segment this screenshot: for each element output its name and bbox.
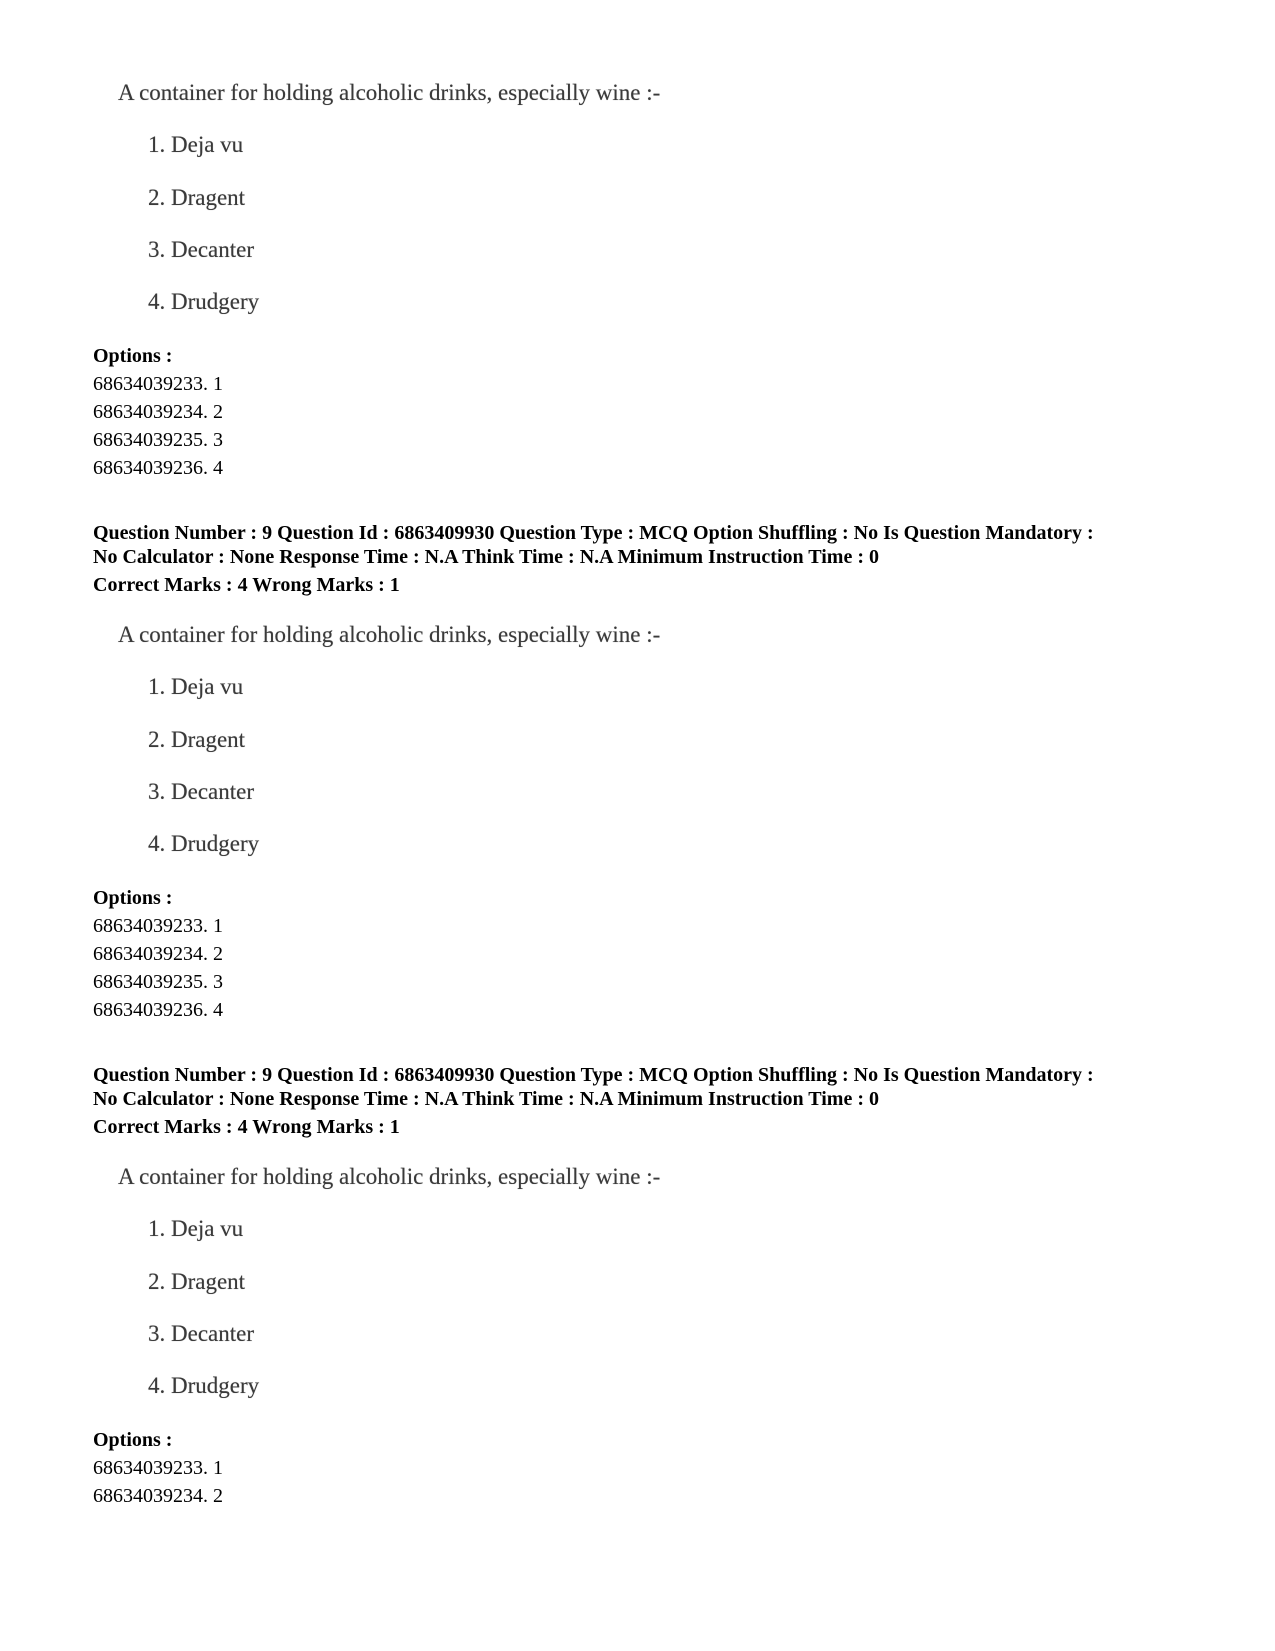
question-text: A container for holding alcoholic drinks, especially wine :-: [118, 622, 661, 647]
choice-4: 4. Drudgery: [148, 289, 260, 314]
options-heading: Options :: [93, 345, 173, 367]
choice-2: 2. Dragent: [148, 1269, 246, 1294]
meta-line-3: Correct Marks : 4 Wrong Marks : 1: [93, 1116, 400, 1138]
choice-1: 1. Deja vu: [148, 132, 244, 157]
option-row: 68634039235. 3: [93, 971, 223, 993]
option-row: 68634039234. 2: [93, 401, 223, 423]
meta-line-2: No Calculator : None Response Time : N.A Think Time : N.A Minimum Instruction Time : 0: [93, 546, 879, 568]
question-image: [118, 80, 818, 330]
question-image: [118, 1164, 818, 1414]
options-heading: Options :: [93, 887, 173, 909]
option-row: 68634039233. 1: [93, 915, 223, 937]
choice-1: 1. Deja vu: [148, 674, 244, 699]
question-meta: [93, 1063, 1213, 1139]
option-row: 68634039235. 3: [93, 429, 223, 451]
question-image: [118, 622, 818, 872]
option-row: 68634039236. 4: [93, 457, 223, 479]
choice-3: 3. Decanter: [148, 779, 254, 804]
option-row: 68634039234. 2: [93, 1485, 223, 1507]
choice-2: 2. Dragent: [148, 727, 246, 752]
choice-3: 3. Decanter: [148, 237, 254, 262]
choice-2: 2. Dragent: [148, 185, 246, 210]
question-text: A container for holding alcoholic drinks, especially wine :-: [118, 1164, 661, 1189]
option-row: 68634039236. 4: [93, 999, 223, 1021]
question-meta: [93, 521, 1213, 597]
meta-line-3: Correct Marks : 4 Wrong Marks : 1: [93, 574, 400, 596]
question-text: A container for holding alcoholic drinks, especially wine :-: [118, 80, 661, 105]
option-row: 68634039233. 1: [93, 373, 223, 395]
choice-4: 4. Drudgery: [148, 831, 260, 856]
choice-3: 3. Decanter: [148, 1321, 254, 1346]
choice-4: 4. Drudgery: [148, 1373, 260, 1398]
option-row: 68634039234. 2: [93, 943, 223, 965]
meta-line-1: Question Number : 9 Question Id : 6863409930 Question Type : MCQ Option Shuffling : No Is Question Mandatory :: [93, 522, 1094, 544]
meta-line-1: Question Number : 9 Question Id : 6863409930 Question Type : MCQ Option Shuffling : No Is Question Mandatory :: [93, 1064, 1094, 1086]
meta-line-2: No Calculator : None Response Time : N.A Think Time : N.A Minimum Instruction Time : 0: [93, 1088, 879, 1110]
choice-1: 1. Deja vu: [148, 1216, 244, 1241]
options-heading: Options :: [93, 1429, 173, 1451]
option-row: 68634039233. 1: [93, 1457, 223, 1479]
